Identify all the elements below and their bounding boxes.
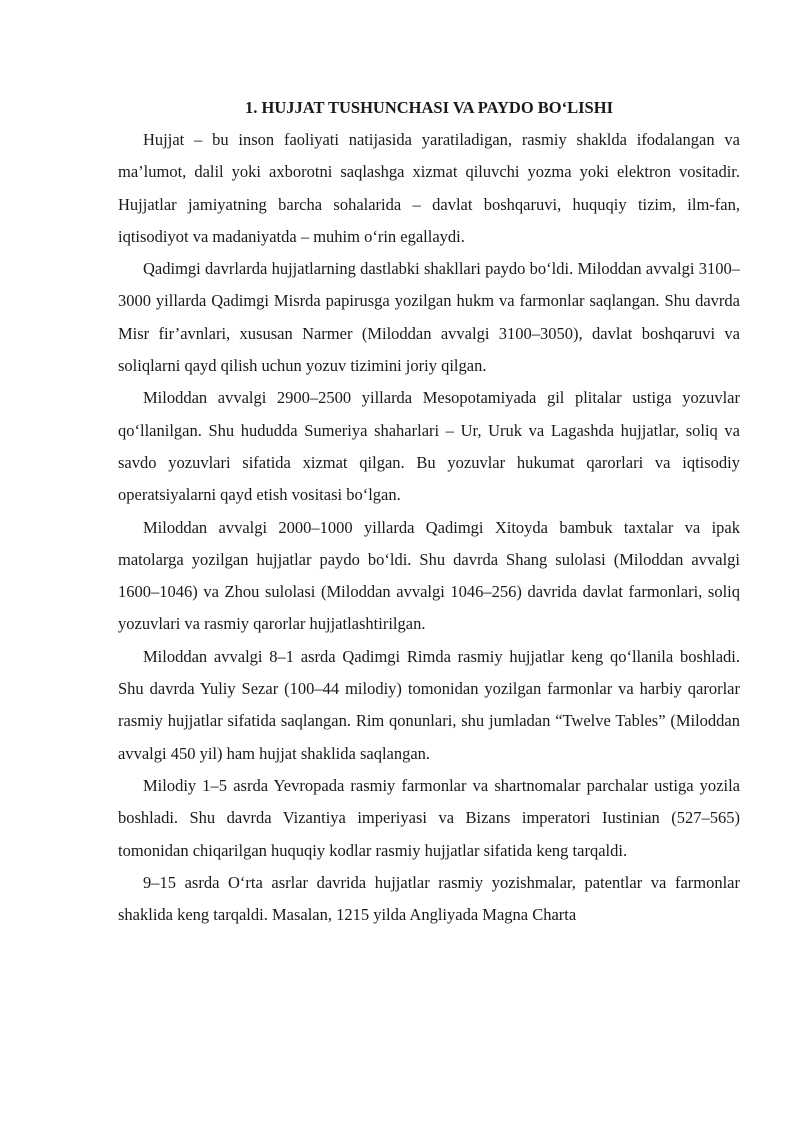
paragraph-ancient-rome: Miloddan avvalgi 8–1 asrda Qadimgi Rimda rasmiy hujjatlar keng qo‘llanila boshladi. Shu davrda Yuliy Sezar (100–44 milodiy) tomonidan yozilgan farmonlar va harbiy qarorlar rasmiy hujjatlar sifatida saqlangan. Rim qonunlari, shu jumladan “Twelve Tables” (Miloddan avvalgi 450 yil) ham hujjat shaklida saqlangan.: [118, 646, 740, 763]
paragraph-europe-byzantium: Milodiy 1–5 asrda Yevropada rasmiy farmonlar va shartnomalar parchalar ustiga yozila boshladi. Shu davrda Vizantiya imperiyasi va Bizans imperatori Iustinian (527–565) tomonidan chiqarilgan huquqiy kodlar rasmiy hujjatlar sifatida keng tarqaldi.: [118, 775, 740, 860]
section-heading: 1. HUJJAT TUSHUNCHASI VA PAYDO BO‘LISHI: [245, 98, 613, 117]
paragraph-definition: Hujjat – bu inson faoliyati natijasida yaratiladigan, rasmiy shaklda ifodalangan va ma’lumot, dalil yoki axborotni saqlashga xizmat qiluvchi yozma yoki elektron vositadir. Hujjatlar jamiyatning barcha sohalarida – davlat boshqaruvi, huquqiy tizim, ilm-fan, iqtisodiyot va madaniyatda – muhim o‘rin egallaydi.: [118, 130, 740, 246]
paragraph-mesopotamia: Miloddan avvalgi 2900–2500 yillarda Mesopotamiyada gil plitalar ustiga yozuvlar qo‘llanilgan. Shu hududda Sumeriya shaharlari – Ur, Uruk va Lagashda hujjatlar, soliq va savdo yozuvlari sifatida xizmat qilgan. Bu yozuvlar hukumat qarorlari va iqtisodiy operatsiyalarni qayd etish vositasi bo‘lgan.: [118, 388, 740, 505]
paragraph-ancient-egypt: Qadimgi davrlarda hujjatlarning dastlabki shakllari paydo bo‘ldi. Miloddan avvalgi 3100–3000 yillarda Qadimgi Misrda papirusga yozilgan hukm va farmonlar saqlangan. Shu davrda Misr fir’avnlari, xususan Narmer (Miloddan avvalgi 3100–3050), davlat boshqaruvi va soliqlarni qayd qilish uchun yozuv tizimini joriy qilgan.: [118, 259, 740, 376]
document-body: [118, 92, 740, 931]
paragraph-middle-ages: 9–15 asrda O‘rta asrlar davrida hujjatlar rasmiy yozishmalar, patentlar va farmonlar shaklida keng tarqaldi. Masalan, 1215 yilda Angliyada Magna Charta: [118, 872, 740, 925]
paragraph-ancient-china: Miloddan avvalgi 2000–1000 yillarda Qadimgi Xitoyda bambuk taxtalar va ipak matolarga yozilgan hujjatlar paydo bo‘ldi. Shu davrda Shang sulolasi (Miloddan avvalgi 1600–1046) va Zhou sulolasi (Miloddan avvalgi 1046–256) davrida davlat farmonlari, soliq yozuvlari va rasmiy qarorlar hujjatlashtirilgan.: [118, 517, 740, 634]
